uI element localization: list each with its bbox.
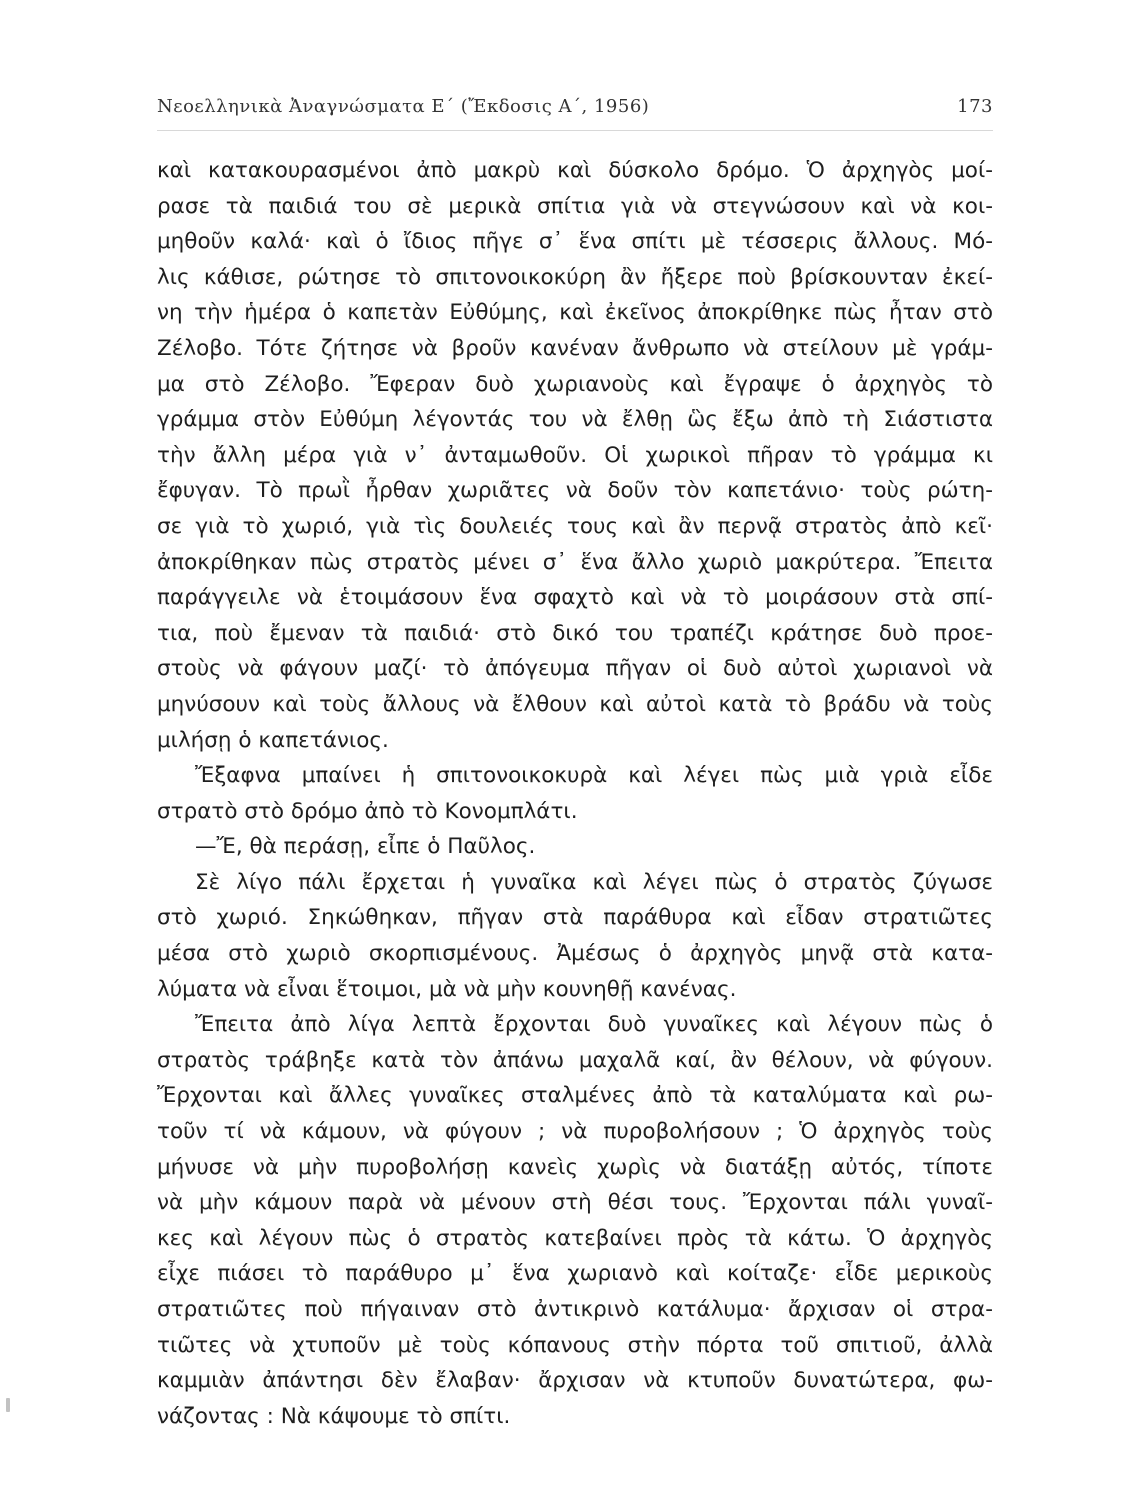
- text-line: παράγγειλε νὰ ἑτοιμάσουν ἕνα σφαχτὸ καὶ νὰ τὸ μοιράσουν στὰ σπί-: [157, 585, 993, 611]
- text-line: στρατιῶτες ποὺ πήγαιναν στὸ ἀντικρινὸ κατάλυμα· ἄρχισαν οἱ στρα-: [157, 1297, 993, 1322]
- text-line: Ἔπειτα ἀπὸ λίγα λεπτὰ ἔρχονται δυὸ γυναῖκες καὶ λέγουν πὼς ὁ: [195, 1012, 993, 1038]
- text-line: —Ἔ, θὰ περάσῃ, εἶπε ὁ Παῦλος.: [195, 834, 536, 860]
- text-line: Ἔξαφνα μπαίνει ἡ σπιτονοικοκυρὰ καὶ λέγει πὼς μιὰ γριὰ εἶδε: [195, 763, 993, 789]
- text-line: νὰ μὴν κάμουν παρὰ νὰ μένουν στὴ θέσι τους. Ἔρχονται πάλι γυναῖ-: [157, 1190, 993, 1216]
- text-line: μέσα στὸ χωριὸ σκορπισμένους. Ἀμέσως ὁ ἀρχηγὸς μηνᾷ στὰ κατα-: [157, 941, 993, 967]
- text-line: σε γιὰ τὸ χωριό, γιὰ τὶς δουλειές τους καὶ ἂν περνᾷ στρατὸς ἀπὸ κεῖ·: [157, 513, 993, 539]
- text-line: εἶχε πιάσει τὸ παράθυρο μ᾽ ἕνα χωριανὸ καὶ κοίταζε· εἶδε μερικοὺς: [157, 1261, 993, 1287]
- text-line: κες καὶ λέγουν πὼς ὁ στρατὸς κατεβαίνει πρὸς τὰ κάτω. Ὁ ἀρχηγὸς: [157, 1225, 993, 1251]
- text-line: μα στὸ Ζέλοβο. Ἔφεραν δυὸ χωριανοὺς καὶ ἔγραψε ὁ ἀρχηγὸς τὸ: [157, 371, 993, 397]
- scan-mark: [6, 1398, 10, 1412]
- body-text: [157, 153, 993, 1434]
- text-line: στρατὸς τράβηξε κατὰ τὸν ἀπάνω μαχαλᾶ καί, ἂν θέλουν, νὰ φύγουν.: [157, 1047, 993, 1073]
- text-line: στοὺς νὰ φάγουν μαζί· τὸ ἀπόγευμα πῆγαν οἱ δυὸ αὐτοὶ χωριανοὶ νὰ: [157, 656, 993, 682]
- text-line: τιῶτες νὰ χτυποῦν μὲ τοὺς κόπανους στὴν πόρτα τοῦ σπιτιοῦ, ἀλλὰ: [157, 1332, 993, 1358]
- text-line: λύματα νὰ εἶναι ἕτοιμοι, μὰ νὰ μὴν κουνηθῇ κανένας.: [157, 976, 737, 1002]
- text-line: μιλήσῃ ὁ καπετάνιος.: [157, 727, 389, 753]
- text-line: Ζέλοβο. Τότε ζήτησε νὰ βροῦν κανέναν ἄνθρωπο νὰ στείλουν μὲ γράμ-: [157, 335, 993, 361]
- text-line: μηνύσουν καὶ τοὺς ἄλλους νὰ ἔλθουν καὶ αὐτοὶ κατὰ τὸ βράδυ νὰ τοὺς: [157, 691, 993, 717]
- text-line: ἀποκρίθηκαν πὼς στρατὸς μένει σ᾽ ἕνα ἄλλο χωριὸ μακρύτερα. Ἔπειτα: [157, 549, 993, 575]
- header-divider: [157, 130, 993, 131]
- text-line: καμμιὰν ἀπάντησι δὲν ἔλαβαν· ἄρχισαν νὰ κτυποῦν δυνατώτερα, φω-: [157, 1368, 993, 1394]
- text-line: νάζοντας : Νὰ κάψουμε τὸ σπίτι.: [157, 1403, 511, 1429]
- text-line: τια, ποὺ ἔμεναν τὰ παιδιά· στὸ δικό του τραπέζι κράτησε δυὸ προε-: [157, 620, 993, 646]
- text-line: καὶ κατακουρασμένοι ἀπὸ μακρὺ καὶ δύσκολο δρόμο. Ὁ ἀρχηγὸς μοί-: [157, 158, 993, 183]
- text-line: στὸ χωριό. Σηκώθηκαν, πῆγαν στὰ παράθυρα καὶ εἶδαν στρατιῶτες: [157, 905, 993, 931]
- page-number: 173: [957, 96, 993, 117]
- running-header: [157, 96, 993, 128]
- text-line: λις κάθισε, ρώτησε τὸ σπιτονοικοκύρη ἂν ἤξερε ποὺ βρίσκουνταν ἐκεί-: [157, 264, 993, 290]
- text-line: τοῦν τί νὰ κάμουν, νὰ φύγουν ; νὰ πυροβολήσουν ; Ὁ ἀρχηγὸς τοὺς: [157, 1119, 993, 1145]
- text-line: Ἔρχονται καὶ ἄλλες γυναῖκες σταλμένες ἀπὸ τὰ καταλύματα καὶ ρω-: [157, 1083, 993, 1109]
- text-line: μηθοῦν καλά· καὶ ὁ ἴδιος πῆγε σ᾽ ἕνα σπίτι μὲ τέσσερις ἄλλους. Μό-: [157, 229, 993, 255]
- text-line: ἔφυγαν. Τὸ πρωῒ ἦρθαν χωριᾶτες νὰ δοῦν τὸν καπετάνιο· τοὺς ρώτη-: [157, 478, 993, 504]
- text-line: τὴν ἄλλη μέρα γιὰ ν᾽ ἀνταμωθοῦν. Οἱ χωρικοὶ πῆραν τὸ γράμμα κι: [157, 442, 993, 468]
- running-title: Νεοελληνικὰ Ἀναγνώσματα Ε΄ (Ἔκδοσις Α΄, 1956): [157, 96, 650, 117]
- text-line: Σὲ λίγο πάλι ἔρχεται ἡ γυναῖκα καὶ λέγει πὼς ὁ στρατὸς ζύγωσε: [195, 869, 993, 895]
- text-line: νη τὴν ἡμέρα ὁ καπετὰν Εὐθύμης, καὶ ἐκεῖνος ἀποκρίθηκε πὼς ἦταν στὸ: [157, 300, 993, 326]
- text-line: γράμμα στὸν Εὐθύμη λέγοντάς του νὰ ἔλθῃ ὣς ἔξω ἀπὸ τὴ Σιάστιστα: [157, 407, 993, 433]
- text-line: μήνυσε νὰ μὴν πυροβολήσῃ κανεὶς χωρὶς νὰ διατάξῃ αὐτός, τίποτε: [157, 1154, 993, 1180]
- text-line: ρασε τὰ παιδιά του σὲ μερικὰ σπίτια γιὰ νὰ στεγνώσουν καὶ νὰ κοι-: [157, 193, 993, 219]
- text-line: στρατὸ στὸ δρόμο ἀπὸ τὸ Κονομπλάτι.: [157, 798, 578, 824]
